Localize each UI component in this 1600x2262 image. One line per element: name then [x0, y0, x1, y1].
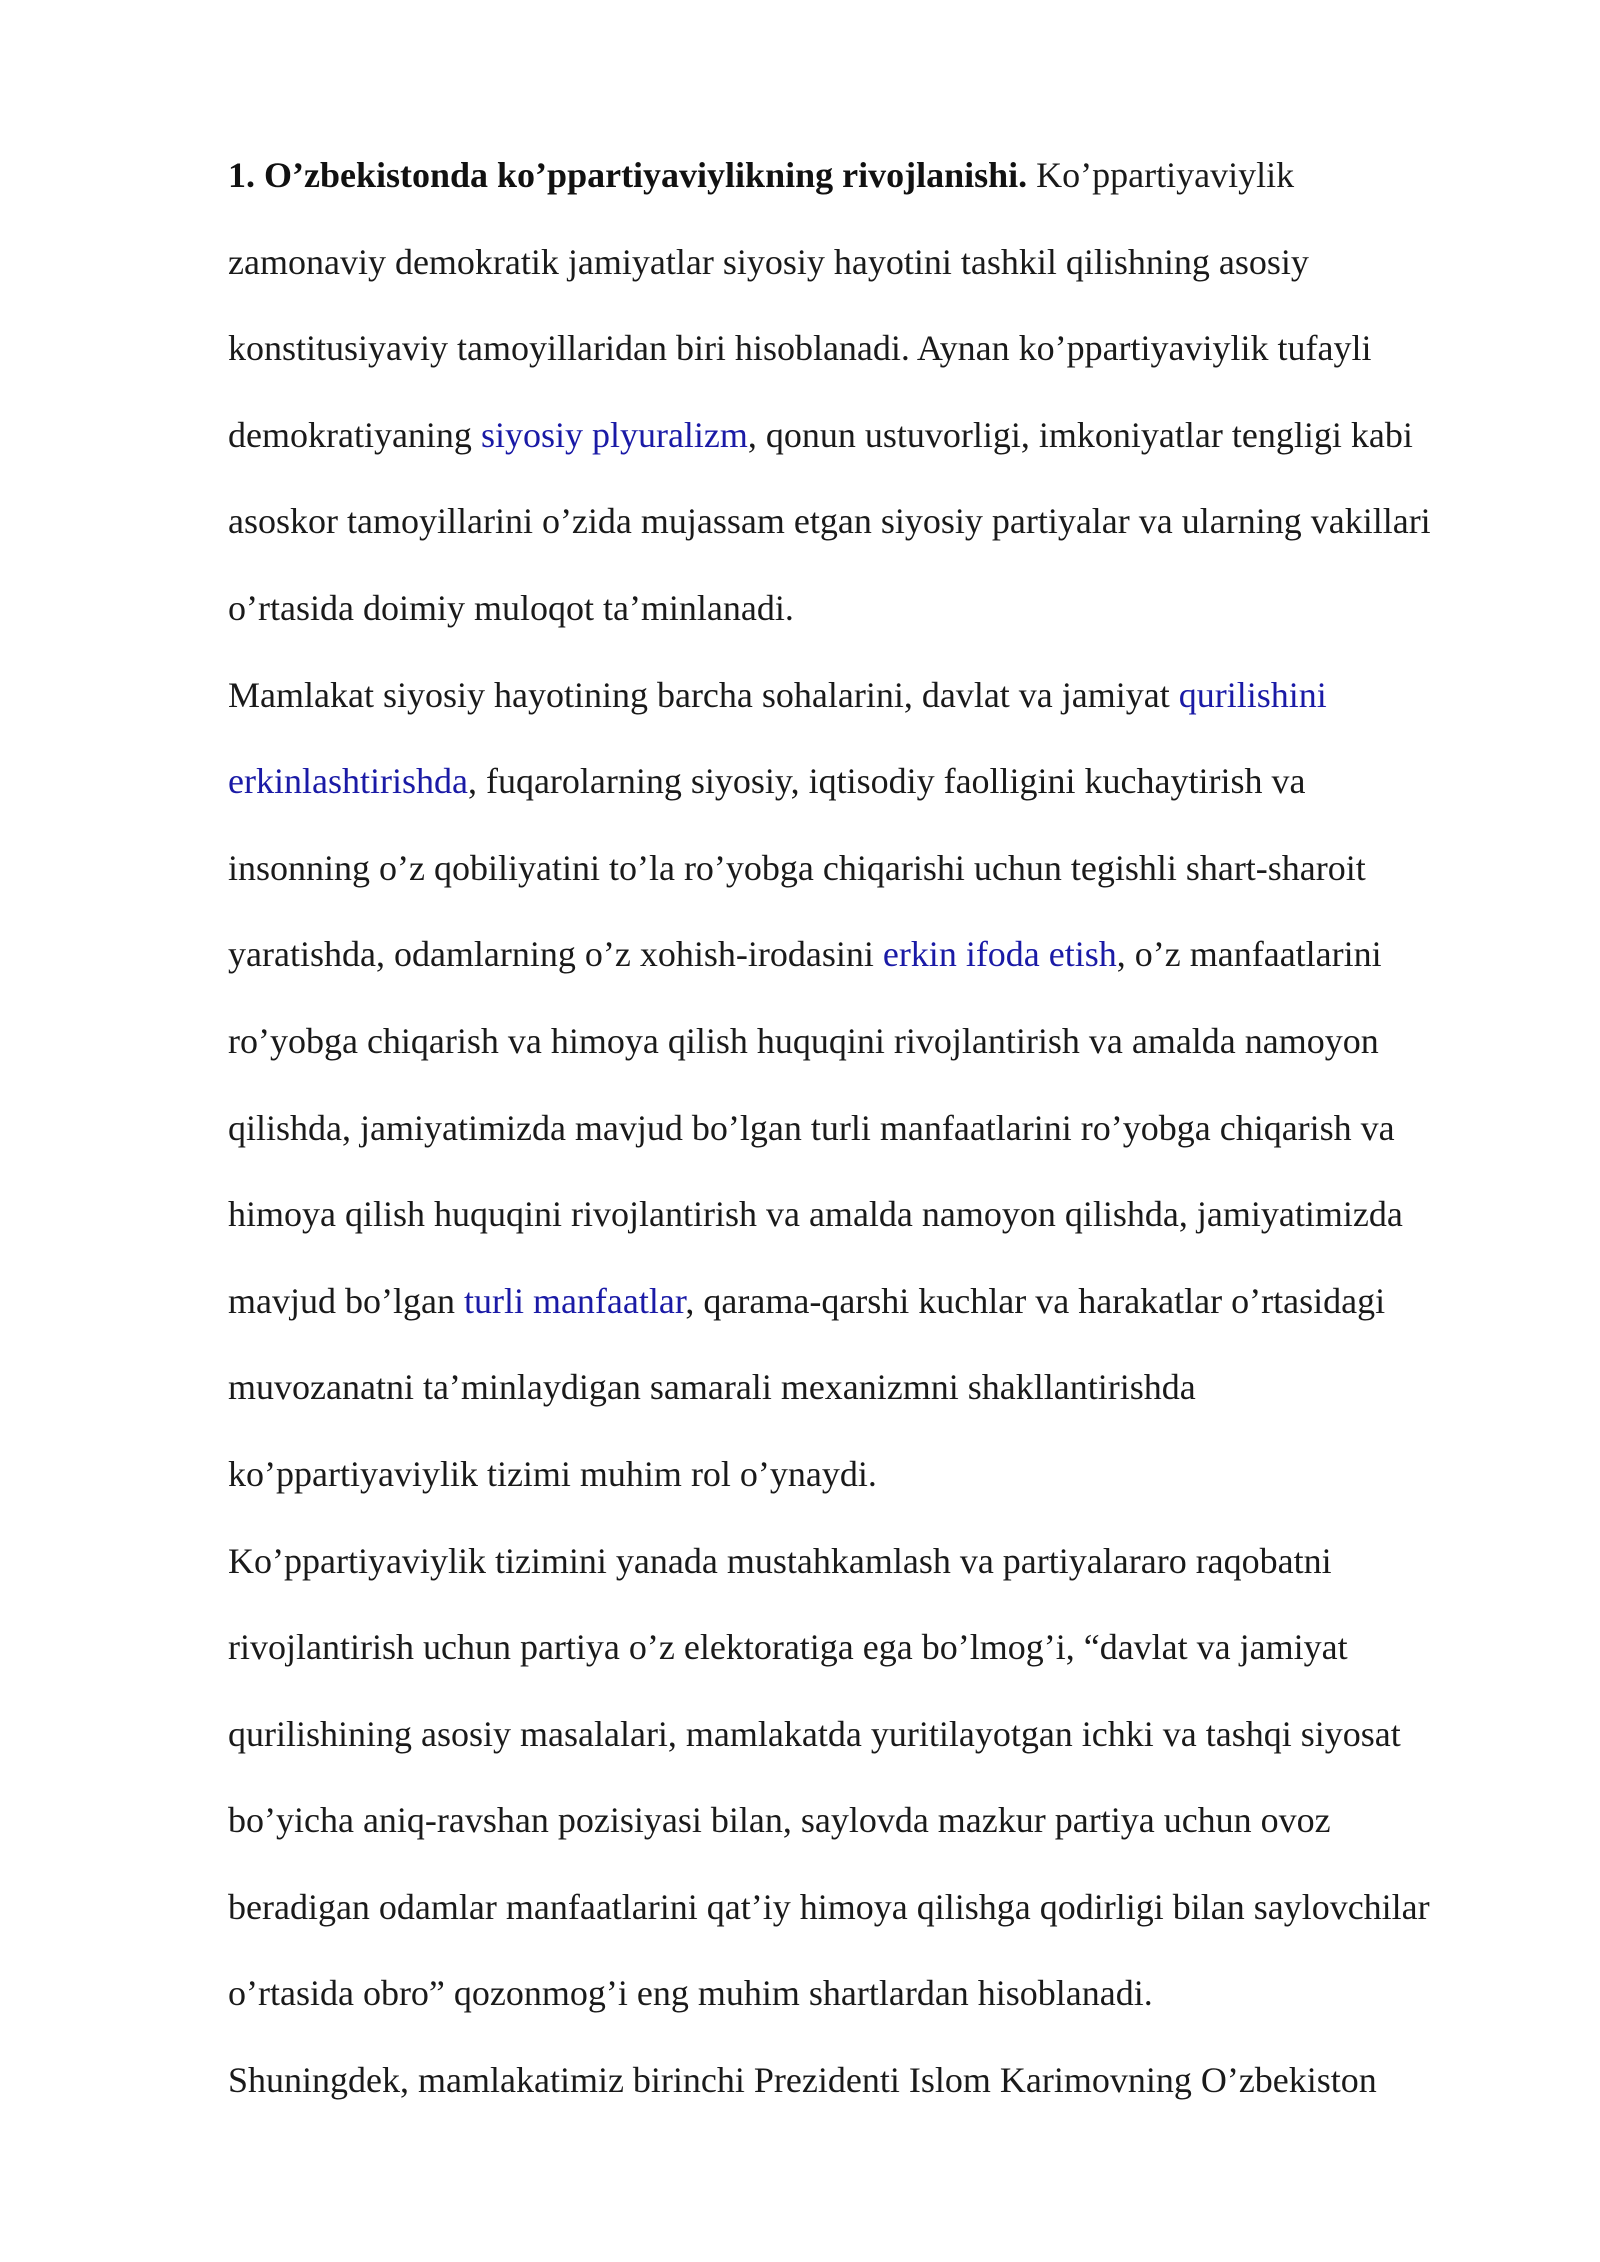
paragraph-1-line-4	[228, 405, 1528, 492]
paragraph-2-line-9: muvozanatni ta’minlaydigan samarali mexanizmni shakllantirishda	[228, 1367, 1196, 1408]
paragraph-3-line-4: bo’yicha aniq-ravshan pozisiyasi bilan, saylovda mazkur partiya uchun ovoz	[228, 1800, 1331, 1841]
paragraph-3-line-3: qurilishining asosiy masalalari, mamlakatda yuritilayotgan ichki va tashqi siyosat	[228, 1713, 1401, 1754]
paragraph-2-line-8	[228, 1271, 1528, 1358]
text-span: demokratiyaning	[228, 414, 481, 455]
text-span: Mamlakat siyosiy hayotining barcha sohalarini, davlat va jamiyat	[228, 674, 1179, 715]
link-erkin-ifoda-etish[interactable]: erkin ifoda etish	[882, 934, 1117, 975]
paragraph-2-line-7: himoya qilish huquqini rivojlantirish va amalda namoyon qilishda, jamiyatimizda	[228, 1194, 1403, 1235]
paragraph-3-line-2: rivojlantirish uchun partiya o’z elektoratiga ega bo’lmog’i, “davlat va jamiyat	[228, 1627, 1348, 1668]
text-span: yaratishda, odamlarning o’z xohish-irodasini	[228, 934, 883, 975]
paragraph-3-line-5: beradigan odamlar manfaatlarini qat’iy himoya qilishga qodirligi bilan saylovchilar	[228, 1886, 1430, 1927]
text-span: , qonun ustuvorligi, imkoniyatlar tengligi kabi	[747, 414, 1413, 455]
text-span: Ko’ppartiyaviylik	[1027, 155, 1295, 195]
text-span: , fuqarolarning siyosiy, iqtisodiy faolligini kuchaytirish va	[467, 761, 1306, 802]
paragraph-1-line-1	[228, 145, 1528, 232]
paragraph-2-line-1	[228, 665, 1528, 752]
paragraph-2-line-5: ro’yobga chiqarish va himoya qilish huquqini rivojlantirish va amalda namoyon	[228, 1020, 1379, 1061]
link-erkinlashtirishda[interactable]: erkinlashtirishda	[228, 761, 468, 802]
text-span: , o’z manfaatlarini	[1116, 934, 1382, 975]
link-qurilishini[interactable]: qurilishini	[1178, 674, 1327, 715]
paragraph-2-line-4	[228, 924, 1528, 1011]
paragraph-2-line-6: qilishda, jamiyatimizda mavjud bo’lgan turli manfaatlarini ro’yobga chiqarish va	[228, 1107, 1395, 1148]
document-body	[228, 145, 1528, 2137]
text-span: , qarama-qarshi kuchlar va harakatlar o’rtasidagi	[685, 1280, 1386, 1321]
paragraph-2-line-3: insonning o’z qobiliyatini to’la ro’yobga chiqarishi uchun tegishli shart-sharoit	[228, 847, 1366, 888]
link-siyosiy-plyuralizm[interactable]: siyosiy plyuralizm	[480, 414, 748, 455]
paragraph-1-line-2: zamonaviy demokratik jamiyatlar siyosiy hayotini tashkil qilishning asosiy	[228, 241, 1309, 282]
paragraph-1-line-6: o’rtasida doimiy muloqot ta’minlanadi.	[228, 587, 794, 628]
section-heading: 1. O’zbekistonda ko’ppartiyaviylikning rivojlanishi.	[228, 155, 1028, 195]
paragraph-1-line-5: asoskor tamoyillarini o’zida mujassam etgan siyosiy partiyalar va ularning vakillari	[228, 501, 1431, 542]
paragraph-3-line-6: o’rtasida obro” qozonmog’i eng muhim shartlardan hisoblanadi.	[228, 1973, 1153, 2014]
paragraph-2-line-10: ko’ppartiyaviylik tizimi muhim rol o’ynaydi.	[228, 1453, 877, 1494]
paragraph-2-line-2	[228, 751, 1528, 838]
paragraph-3-line-1: Ko’ppartiyaviylik tizimini yanada mustahkamlash va partiyalararo raqobatni	[228, 1540, 1332, 1581]
text-span: mavjud bo’lgan	[228, 1280, 464, 1321]
paragraph-4-line-1: Shuningdek, mamlakatimiz birinchi Prezidenti Islom Karimovning O’zbekiston	[228, 2060, 1377, 2101]
link-turli-manfaatlar[interactable]: turli manfaatlar	[463, 1280, 686, 1321]
paragraph-1-line-3: konstitusiyaviy tamoyillaridan biri hisoblanadi. Aynan ko’ppartiyaviylik tufayli	[228, 328, 1372, 369]
